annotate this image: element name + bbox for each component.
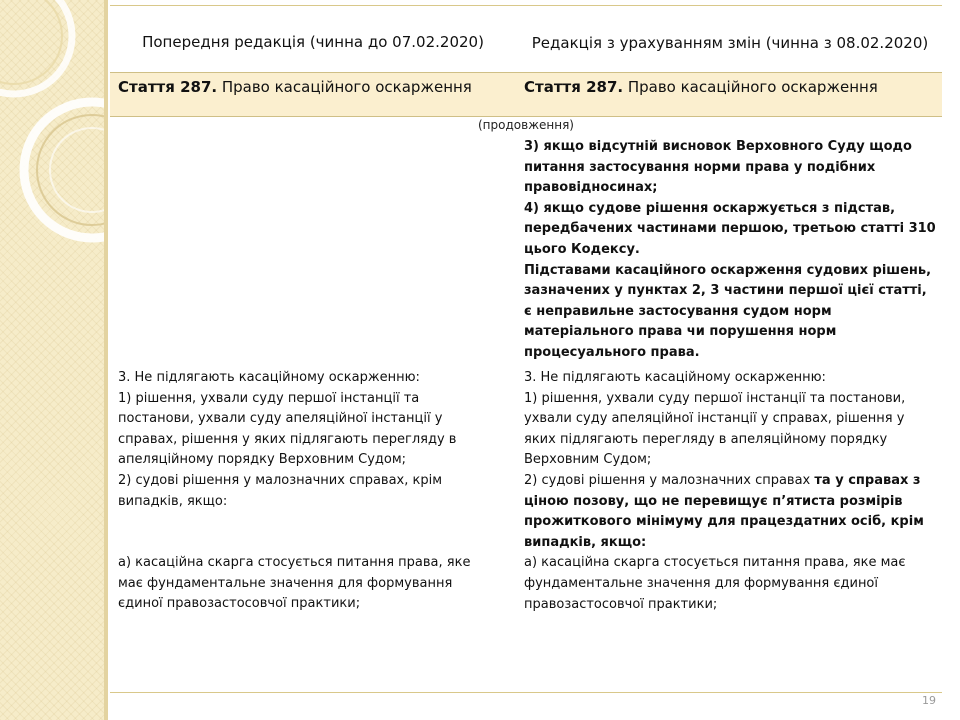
right-item-1: 1) рішення, ухвали суду першої інстанції та постанови, ухвали суду апеляційної інстанції у справах, рішення у яких підлягають перегляду в апеляційному порядку Верховним Судом; bbox=[524, 390, 906, 468]
header-current-edition: Редакція з урахуванням змін (чинна з 08.02.2020) bbox=[531, 34, 929, 52]
article-name-right: Право касаційного оскарження bbox=[623, 78, 878, 96]
bottom-rule bbox=[110, 692, 942, 693]
right-item-2-plain: 2) судові рішення у малозначних справах bbox=[524, 472, 815, 488]
right-item-2-amendment: та у справах з ціною позову, що не перевищує п’ятиста розмірів прожиткового мінімуму для працездатних осіб, крім випадків, якщо: bbox=[524, 472, 924, 550]
article-number-right: Стаття 287. bbox=[524, 78, 624, 96]
left-subitem-a: а) касаційна скарга стосується питання права, яке має фундаментальне значення для формування єдиної правозастосовчої практики; bbox=[118, 555, 471, 612]
header-previous-edition: Попередня редакція (чинна до 07.02.2020) bbox=[142, 33, 484, 51]
article-title-right bbox=[524, 78, 878, 96]
decorative-sidebar bbox=[0, 0, 108, 720]
left-item-1: 1) рішення, ухвали суду першої інстанції та постанови, ухвали суду апеляційної інстанції у справах, рішення у яких підлягають перегляду в апеляційному порядку Верховним Судом; bbox=[118, 390, 457, 468]
article-number-left: Стаття 287. bbox=[118, 78, 218, 96]
left-item-2: 2) судові рішення у малозначних справах, крім випадків, якщо: bbox=[118, 472, 443, 509]
continuation-note: (продовження) bbox=[478, 118, 574, 132]
band-rule bbox=[110, 116, 942, 117]
left-column-text bbox=[118, 368, 498, 512]
right-item-2 bbox=[524, 471, 936, 553]
comparison-table bbox=[110, 0, 942, 720]
right-subitem-a: а) касаційна скарга стосується питання права, яке має фундаментальне значення для формування єдиної правозастосовчої практики; bbox=[524, 555, 906, 612]
left-paragraph-3: 3. Не підлягають касаційному оскарженню: bbox=[118, 370, 420, 385]
article-title-left bbox=[118, 78, 472, 96]
article-name-left: Право касаційного оскарження bbox=[217, 78, 472, 96]
right-new-item-4: 4) якщо судове рішення оскаржується з підстав, передбачених частинами першою, третьою статті 310 цього Кодексу. bbox=[524, 200, 936, 257]
page-number: 19 bbox=[922, 694, 936, 707]
right-new-item-3: 3) якщо відсутній висновок Верховного Суду щодо питання застосування норми права у подібних правовідносинах; bbox=[524, 139, 912, 196]
right-new-grounds: Підставами касаційного оскарження судових рішень, зазначених у пунктах 2, 3 частини першої цієї статті, є неправильне застосування судом норм матеріального права чи порушення норм процесуального права. bbox=[524, 262, 932, 360]
decorative-edge-bar bbox=[104, 0, 108, 720]
decorative-circles-graphic bbox=[0, 0, 108, 720]
right-paragraph-3: 3. Не підлягають касаційному оскарженню: bbox=[524, 370, 826, 385]
right-new-provisions bbox=[524, 137, 936, 364]
left-column-subitem bbox=[118, 553, 498, 615]
right-column-text bbox=[524, 368, 936, 615]
top-rule bbox=[110, 5, 942, 6]
